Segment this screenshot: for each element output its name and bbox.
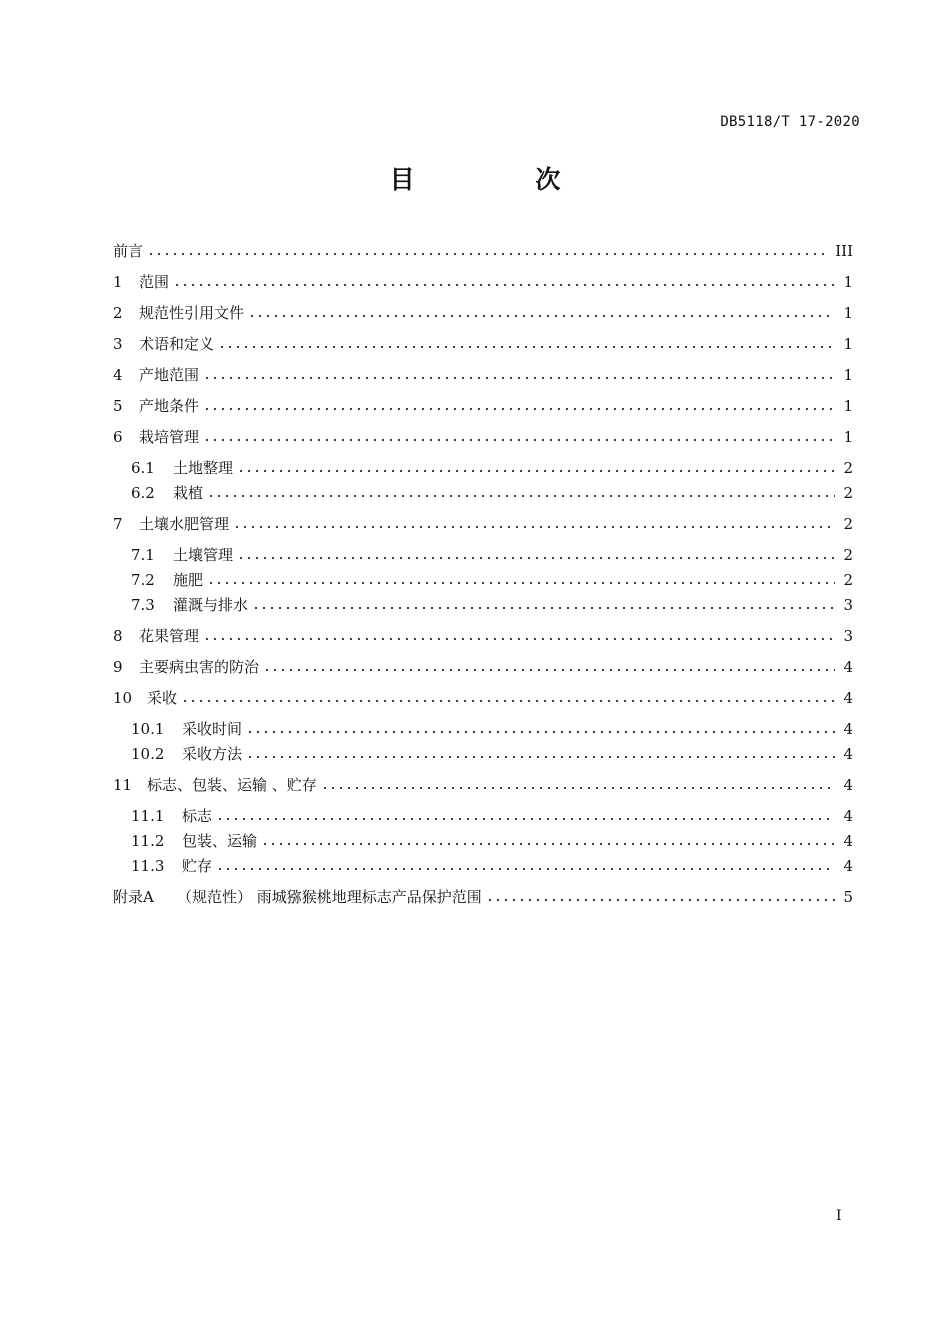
toc-entry-11-1[interactable]	[131, 805, 853, 827]
toc-entry-number: 4	[113, 366, 123, 384]
toc-entry-page: 2	[843, 515, 853, 533]
dot-leader	[216, 811, 835, 821]
toc-entry-label: 贮存	[182, 857, 213, 875]
toc-entry-number: 11.2	[131, 832, 165, 850]
toc-entry-label: 范围	[139, 273, 170, 291]
toc-entry-number: 6.2	[131, 484, 155, 502]
toc-entry-11-2[interactable]	[131, 830, 853, 852]
toc-entry-page: 4	[843, 689, 853, 707]
toc-entry-number: 7.3	[131, 596, 155, 614]
toc-entry-number: 3	[113, 335, 123, 353]
toc-entry-6-2[interactable]	[131, 482, 853, 504]
toc-entry-label: 采收方法	[182, 745, 243, 763]
toc-entry-label: 施肥	[173, 571, 204, 589]
toc-entry-label: 栽培管理	[139, 428, 200, 446]
toc-entry-5[interactable]	[113, 395, 853, 417]
toc-entry-label: 土地整理	[173, 459, 234, 477]
dot-leader	[203, 432, 835, 442]
dot-leader	[216, 861, 835, 871]
toc-entry-page: 1	[843, 428, 853, 446]
toc-entry-3[interactable]	[113, 333, 853, 355]
toc-entry-page: 4	[843, 745, 853, 763]
toc-entry-number: 1	[113, 273, 123, 291]
toc-entry-label: 采收	[147, 689, 178, 707]
dot-leader	[207, 488, 835, 498]
toc-entry-page: 2	[843, 571, 853, 589]
dot-leader	[486, 892, 835, 902]
dot-leader	[261, 836, 835, 846]
toc-entry-8[interactable]	[113, 625, 853, 647]
toc-entry-number: 6.1	[131, 459, 155, 477]
toc-entry-number: 5	[113, 397, 123, 415]
toc-entry-appendix-a[interactable]	[113, 886, 853, 908]
dot-leader	[252, 600, 835, 610]
toc-entry-page: 1	[843, 397, 853, 415]
dot-leader	[263, 662, 835, 672]
toc-entry-7[interactable]	[113, 513, 853, 535]
toc-entry-number: 7	[113, 515, 123, 533]
toc-entry-label: 术语和定义	[139, 335, 215, 353]
document-id: DB5118/T 17-2020	[720, 114, 860, 130]
toc-entry-label: 花果管理	[139, 627, 200, 645]
toc-entry-number: 10.1	[131, 720, 165, 738]
dot-leader	[246, 724, 835, 734]
toc-entry-10[interactable]	[113, 687, 853, 709]
toc-entry-page: III	[835, 242, 853, 260]
page-title: 目 次	[389, 165, 617, 194]
toc-entry-10-2[interactable]	[131, 743, 853, 765]
toc-entry-7-2[interactable]	[131, 569, 853, 591]
toc-entry-page: 1	[843, 366, 853, 384]
toc-entry-label: 灌溉与排水	[173, 596, 249, 614]
toc-entry-6-1[interactable]	[131, 457, 853, 479]
toc-entry-label: 标志	[182, 807, 213, 825]
dot-leader	[203, 631, 835, 641]
toc-entry-page: 4	[843, 776, 853, 794]
toc-entry-number: 10	[113, 689, 133, 707]
toc-entry-number: 7.1	[131, 546, 155, 564]
toc-entry-page: 2	[843, 546, 853, 564]
toc-entry-page: 5	[843, 888, 853, 906]
toc-entry-label: 标志、包装、运输 、贮存	[147, 776, 317, 794]
toc-entry-label: 规范性引用文件	[139, 304, 245, 322]
toc-entry-number: 11	[113, 776, 133, 794]
toc-entry-4[interactable]	[113, 364, 853, 386]
dot-leader	[233, 519, 835, 529]
dot-leader	[237, 550, 835, 560]
dot-leader	[173, 277, 835, 287]
toc-entry-label: 前言	[113, 242, 144, 260]
toc-entry-page: 4	[843, 720, 853, 738]
toc-entry-page: 1	[843, 335, 853, 353]
toc-entry-foreword[interactable]	[113, 240, 853, 262]
toc-entry-number: 10.2	[131, 745, 165, 763]
toc-entry-page: 4	[843, 807, 853, 825]
toc-entry-page: 2	[843, 484, 853, 502]
toc-entry-9[interactable]	[113, 656, 853, 678]
page-number: I	[836, 1208, 842, 1224]
dot-leader	[248, 308, 835, 318]
dot-leader	[181, 693, 835, 703]
toc-entry-number: 9	[113, 658, 123, 676]
toc-entry-label: 包装、运输	[182, 832, 258, 850]
dot-leader	[203, 401, 835, 411]
toc-entry-1[interactable]	[113, 271, 853, 293]
toc-entry-label: 主要病虫害的防治	[139, 658, 260, 676]
dot-leader	[207, 575, 835, 585]
toc-entry-page: 4	[843, 832, 853, 850]
toc-entry-6[interactable]	[113, 426, 853, 448]
toc-entry-number: 附录A	[113, 888, 154, 906]
toc-entry-label: 土壤水肥管理	[139, 515, 230, 533]
toc-entry-label: （规范性） 雨城猕猴桃地理标志产品保护范围	[177, 888, 482, 906]
toc-entry-number: 2	[113, 304, 123, 322]
toc-entry-number: 6	[113, 428, 123, 446]
toc-entry-label: 土壤管理	[173, 546, 234, 564]
toc-entry-label: 产地条件	[139, 397, 200, 415]
toc-entry-page: 1	[843, 273, 853, 291]
toc-entry-label: 栽植	[173, 484, 204, 502]
dot-leader	[203, 370, 835, 380]
toc-entry-page: 4	[843, 857, 853, 875]
toc-entry-11-3[interactable]	[131, 855, 853, 877]
toc-entry-label: 采收时间	[182, 720, 243, 738]
toc-entry-number: 7.2	[131, 571, 155, 589]
toc-entry-number: 11.3	[131, 857, 165, 875]
dot-leader	[321, 780, 835, 790]
toc-entry-page: 4	[843, 658, 853, 676]
dot-leader	[246, 749, 835, 759]
toc-entry-10-1[interactable]	[131, 718, 853, 740]
toc-entry-number: 8	[113, 627, 123, 645]
toc-entry-number: 11.1	[131, 807, 165, 825]
dot-leader	[147, 246, 827, 256]
toc-entry-7-1[interactable]	[131, 544, 853, 566]
toc-entry-11[interactable]	[113, 774, 853, 796]
dot-leader	[218, 339, 835, 349]
toc-entry-page: 3	[843, 627, 853, 645]
toc-entry-page: 2	[843, 459, 853, 477]
toc-entry-7-3[interactable]	[131, 594, 853, 616]
dot-leader	[237, 463, 835, 473]
toc-entry-page: 3	[843, 596, 853, 614]
toc-entry-page: 1	[843, 304, 853, 322]
toc-entry-2[interactable]	[113, 302, 853, 324]
toc-entry-label: 产地范围	[139, 366, 200, 384]
